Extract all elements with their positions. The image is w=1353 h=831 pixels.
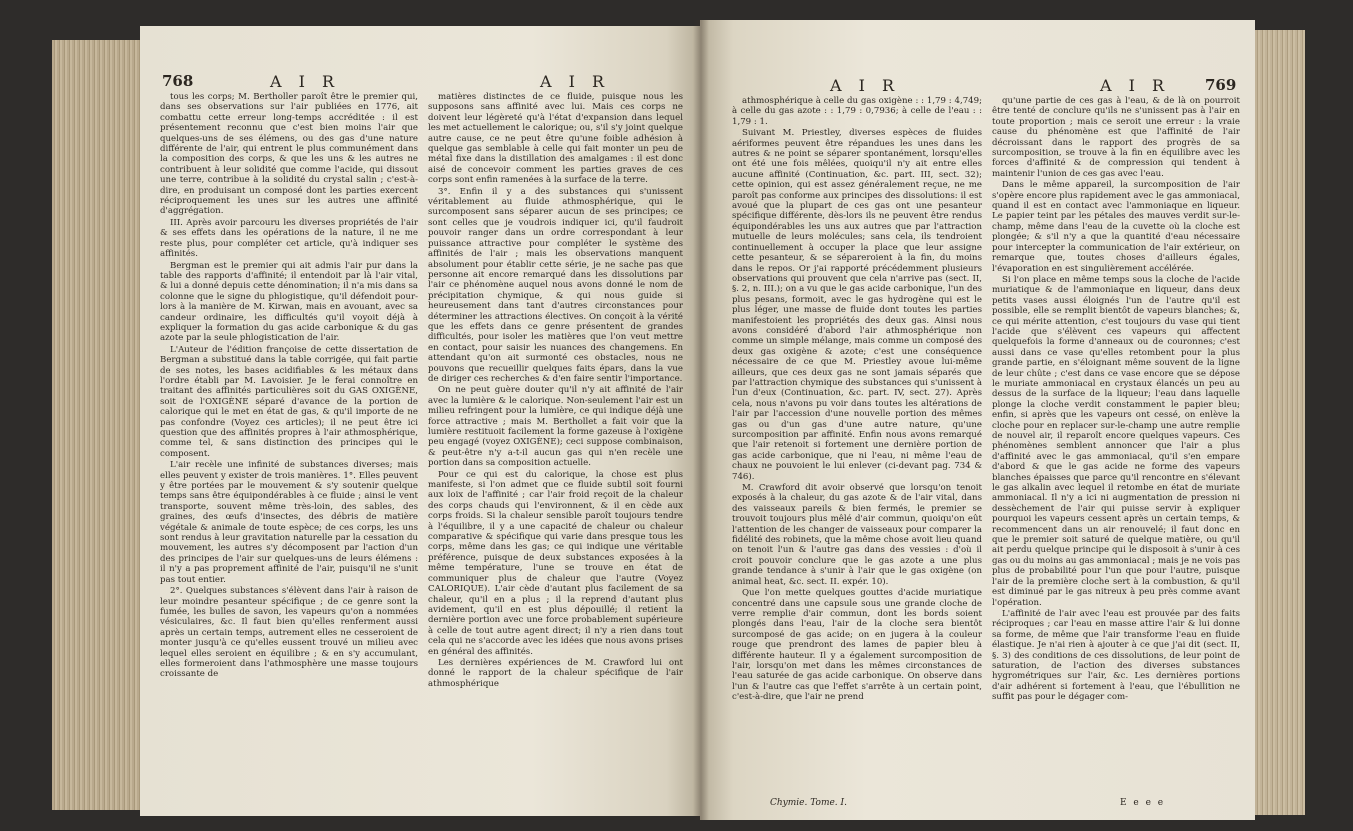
running-head-left: A I R — [270, 72, 341, 91]
paragraph: L'affinité de l'air avec l'eau est prouvée par des faits réciproques ; car l'eau en masse attire l'air & lui donne sa forme, de même que l'air transforme l'eau en fluide élastique. Je n'ai rien à ajouter à ce que j'ai dit (sect. II, §. 3) des conditions de ces dissolutions, de leur point de saturation, de l'action des diverses substances hygrométriques sur l'air, &c. Les dernières portions d'air adhérent si fortement à l'eau, que l'ébullition ne suffit pas pour le dégager com- — [992, 608, 1240, 703]
paragraph: Pour ce qui est du calorique, la chose est plus manifeste, si l'on admet que ce fluide subtil soit fourni aux loix de l'affinité ; car l'air froid reçoit de la chaleur des corps chauds qui l'environnent, & il en cède aux corps froids. Si la chaleur sensible paroît toujours tendre à l'équilibre, il y a une capacité de chaleur ou chaleur comparative & spécifique qui varie dans presque tous les corps, même dans les gas; ce qui indique une véritable préférence, puisque de deux substances exposées à la même température, l'une se trouve en état de communiquer plus de chaleur que l'autre (Voyez CALORIQUE). L'air cède d'autant plus facilement de sa chaleur, qu'il en a plus ; il la reprend d'autant plus avidement, qu'il en est plus dépouillé; il retient la dernière portion avec une force probablement supérieure à celle de tout autre agent direct; il n'y a rien dans tout cela qui ne s'accorde avec les idées que nous avons prises en général des affinités. — [428, 469, 683, 657]
footer-title: Chymie. Tome. I. — [770, 798, 847, 808]
paragraph: athmosphérique à celle du gas oxigène : : 1,79 : 4,749; à celle du gas azote : : 1,79 : 0,7936; à celle de l'eau : : 1,79 : 1. — [732, 96, 982, 127]
paragraph: matières distinctes de ce fluide, puisque nous les supposons sans affinité avec lui. Mais ces corps ne doivent leur légèreté qu'à l'état d'expansion dans lequel les met actuellement le calorique; ou, s'il s'y joint quelque autre cause, ce ne peut être qu'une foible adhésion à quelque gas semblable à celle qui fait monter un peu de métal fixe dans la distillation des amalgames : il est donc aisé de concevoir comment les parties graves de ces corps sont enfin ramenées à la surface de la terre. — [428, 92, 683, 186]
paragraph: Que l'on mette quelques gouttes d'acide muriatique concentré dans une capsule sous une grande cloche de verre remplie d'air commun, dont les bords soient plongés dans l'eau, l'air de la cloche sera bientôt surcomposé de gas acide; on en jugera à la couleur rouge que prendront des lames de papier bleu à différente hauteur. Il y a également surcomposition de l'air, lorsqu'on met dans les mêmes circonstances de l'eau saturée de gas acide carbonique. On observe dans l'un & l'autre cas que l'effet s'arrête à un certain point, c'est-à-dire, que l'air ne prend — [732, 588, 982, 703]
paragraph: Suivant M. Priestley, diverses espèces de fluides aériformes peuvent être répandues les unes dans les autres & ne point se séparer spontanément, lorsqu'elles ont été une fois mêlées, quoiqu'il n'y ait entre elles aucune affinité (Continuation, &c. part. III, sect. 32); cette opinion, qui est assez généralement reçue, ne me paroît pas conforme aux principes des dissolutions: il est avoué que la plupart de ces gas ont une pesanteur spécifique différente, dès-lors ils ne peuvent être rendus équipondérables les uns aux autres que par l'attraction mutuelle de leurs molécules; sans cela, ils tendroient continuellement à occuper la place que leur assigne cette pesanteur, & se sépareroient à la fin, du moins dans le repos. Or j'ai rapporté précédemment plusieurs observations qui prouvent que cela n'arrive pas (sect. II, §. 2, n. III.); on a vu que le gas acide carbonique, l'un des plus pesans, formoit, avec le gas hydrogène qui est le plus léger, une masse de fluide dont toutes les parties manifestoient les propriétés des deux gas. Ainsi nous avons considéré d'abord l'air athmosphérique non comme un simple mélange, mais comme un composé des deux gas oxigène & azote; c'est une conséquence nécessaire de ce que M. Priestley avoue lui-même ailleurs, que ces deux gas ne sont jamais séparés que par l'attraction chymique des substances qui s'unissent à l'un d'eux (Continuation, &c. part. IV, sect. 27). Après cela, nous n'avons pu voir dans toutes les altérations de l'air par l'accession d'une nouvelle portion des mêmes gas ou d'un gas d'une autre nature, qu'une surcomposition par affinité. Enfin nous avons remarqué que l'air retenoit si fortement une dernière portion de gas acide carbonique, que ni l'eau, ni même l'eau de chaux ne pouvoient le lui enlever (ci-devant pag. 734 & 746). — [732, 128, 982, 482]
paragraph: Dans le même appareil, la surcomposition de l'air s'opère encore plus rapidement avec le gas ammoniacal, quand il est en contact avec l'ammoniaque en liqueur. Le papier teint par les pétales des mauves verdit sur-le-champ, même dans l'eau de la cuvette où la cloche est plongée; & s'il n'y a que la quantité d'eau nécessaire pour intercepter la communication de l'air extérieur, on remarque que, toutes choses d'ailleurs égales, l'évaporation en est singulièrement accélérée. — [992, 180, 1240, 274]
right-page — [700, 20, 1255, 820]
paragraph: 2°. Quelques substances s'élèvent dans l'air à raison de leur moindre pesanteur spécifique ; de ce genre sont la fumée, les bulles de savon, les vapeurs qu'on a nommées vésiculaires, &c. Il faut bien qu'elles renferment aussi après un certain temps, autrement elles ne cesseroient de monter jusqu'à ce qu'elles eussent trouvé un milieu avec lequel elles seroient en équilibre ; & en s'y accumulant, elles formeroient dans l'athmosphère une masse toujours croissante de — [160, 586, 418, 680]
paragraph: L'air recèle une infinité de substances diverses; mais elles peuvent y exister de trois manières. 1°. Elles peuvent y être portées par le mouvement & s'y soutenir quelque temps sans être équipondérables à ce fluide ; ainsi le vent transporte, souvent même très-loin, des sables, des graines, des œufs d'insectes, des débris de matière végétale & animale de toute espèce; de ces corps, les uns sont rendus à leur gravitation naturelle par la cessation du mouvement, les autres s'y décomposent par l'action d'un des principes de l'air sur quelques-uns de leurs élémens : il n'y a pas proprement affinité de l'air, puisqu'il ne s'unit pas tout entier. — [160, 460, 418, 585]
right-page-column-2 — [992, 96, 1240, 796]
paragraph: Bergman est le premier qui ait admis l'air pur dans la table des rapports d'affinité; il entendoit par là l'air vital, & lui a donné depuis cette dénomination; il n'a mis dans sa colonne que le signe du phlogistique, qu'il défendoit pour-lors à la manière de M. Kirwan, mais en avouant, avec sa candeur ordinaire, les difficultés qu'il voyoit déjà à expliquer la formation du gas acide carbonique & du gas azote par la seule phlogistication de l'air. — [160, 260, 418, 344]
paragraph: tous les corps; M. Bertholler paroît être le premier qui, dans ses observations sur l'air publiées en 1776, ait combattu cette erreur long-temps accréditée : il est présentement reconnu que c'est bien moins l'air que quelques-uns de ses élémens, ou des gas d'une nature différente de l'air, qui entrent le plus communément dans la composition des corps, & que les uns & les autres ne contribuent à leur solidité que comme l'acide, qui dissout une terre, contribue à la solidité du crystal salin ; c'est-à-dire, en produisant un composé dont les parties exercent réciproquement les unes sur les autres une affinité d'aggrégation. — [160, 92, 418, 217]
paragraph: On ne peut guère douter qu'il n'y ait affinité de l'air avec la lumière & le calorique. Non-seulement l'air est un milieu refringent pour la lumière, ce qui indique déjà une force attractive ; mais M. Berthollet a fait voir que la lumière restituoit facilement la forme gazeuse à l'oxigène peu engagé (voyez OXIGÈNE); ceci suppose combinaison, & peut-être n'y a-t-il aucun gas qui n'en recèle une portion dans sa composition actuelle. — [428, 385, 683, 469]
page-number-right: 769 — [1205, 76, 1237, 94]
running-head-left-2: A I R — [540, 72, 611, 91]
left-page-column-2 — [428, 92, 683, 807]
paragraph: M. Crawford dit avoir observé que lorsqu'on tenoit exposés à la chaleur, du gas azote & de l'air vital, dans des vaisseaux pareils & bien fermés, le premier se trouvoit toujours plus mêlé d'air commun, quoiqu'on eût l'attention de les changer de vaisseaux pour comparer la fidélité des robinets, que la même chose avoit lieu quand on tenoit l'un & l'autre gas dans des vessies : d'où il croit pouvoir conclure que le gas azote a une plus grande tendance à s'unir à l'air que le gas oxigène (on animal heat, &c. sect. II. expér. 10). — [732, 483, 982, 587]
running-head-right-2: A I R — [1100, 76, 1171, 95]
signature-mark: E e e e — [1120, 798, 1166, 808]
paragraph: qu'une partie de ces gas à l'eau, & de là on pourroit être tenté de conclure qu'ils ne s'unissent pas à l'air en toute proportion ; mais ce seroit une erreur : la vraie cause du phénomène est que l'affinité de l'air décroissant dans le rapport des progrès de sa surcomposition, se trouve à la fin en équilibre avec les forces d'affinité & de compression qui tendent à maintenir l'union de ces gas avec l'eau. — [992, 96, 1240, 179]
paragraph: L'Auteur de l'édition françoise de cette dissertation de Bergman a substitué dans la table corrigée, qui fait partie de ses notes, les bases acidifiables & les métaux dans l'ordre établi par M. Lavoisier. Je le ferai connoître en traitant des affinités particulières soit du GAS OXIGÈNE, soit de l'OXIGÈNE séparé d'avance de la portion de calorique qui le met en état de gas, & qu'il importe de ne pas confondre (Voyez ces articles); il ne peut être ici question que des affinités propres à l'air athmosphérique, comme tel, & sans distinction des principes qui le composent. — [160, 344, 418, 459]
page-number-left: 768 — [162, 72, 194, 90]
paragraph: III. Après avoir parcouru les diverses propriétés de l'air & ses effets dans les opérations de la nature, il ne me reste plus, pour compléter cet article, qu'à indiquer ses affinités. — [160, 217, 418, 260]
paragraph: Si l'on place en même temps sous la cloche de l'acide muriatique & de l'ammoniaque en liqueur, dans deux petits vases aussi éloignés l'un de l'autre qu'il est possible, elle se remplit bientôt de vapeurs blanches; &, ce qui mérite attention, c'est toujours du vase qui tient l'acide que s'élèvent ces vapeurs qui affectent quelquefois la forme d'anneaux ou de couronnes; c'est aussi dans ce vase qu'elles retombent pour la plus grande partie, en s'éloignant même souvent de la ligne de leur chûte ; c'est dans ce vase encore que se dépose le muriate ammoniacal en crystaux élancés un peu au dessus de la surface de la liqueur; l'eau dans laquelle plonge la cloche verdit constamment le papier bleu; enfin, si après que les vapeurs ont cessé, on enlève la cloche pour en replacer sur-le-champ une autre remplie de nouvel air, il reparoît encore quelques vapeurs. Ces phénomènes semblent annoncer que l'air a plus d'affinité avec le gas ammoniacal, qu'il s'en empare d'abord & que le gas acide ne forme des vapeurs blanches épaisses que parce qu'il rencontre en s'élevant le gas alkalin avec lequel il retombe en état de muriate ammoniacal. Il n'y a ici ni augmentation de pression ni dessèchement de l'air qui puisse servir à expliquer pourquoi les vapeurs cessent après un certain temps, & recommencent dans un air renouvelé; il faut donc en que le premier soit saturé de quelque matière, ou qu'il ait perdu quelque principe qui le disposoit à s'unir à ces gas ou du moins au gas ammoniacal ; mais je ne vois pas plus de probabilité pour l'un que pour l'autre, puisque l'air de la première cloche sert à la combustion, & qu'il est diminué par le gas nitreux à peu près comme avant l'opération. — [992, 274, 1240, 608]
paragraph: Les dernières expériences de M. Crawford lui ont donné le rapport de la chaleur spécifique de l'air athmosphérique — [428, 657, 683, 689]
running-head-right: A I R — [830, 76, 901, 95]
book-gutter — [693, 20, 709, 820]
right-page-column-1 — [732, 96, 982, 796]
paragraph: 3°. Enfin il y a des substances qui s'unissent véritablement au fluide athmosphérique, qui le surcomposent sans séparer aucun de ses principes; ce sont celles que je voudrois indiquer ici, qu'il faudroit pouvoir ranger dans un ordre correspondant à leur puissance attractive pour compléter le système des affinités de l'air ; mais les observations manquent absolument pour établir cette série, je ne sache pas que personne ait encore remarqué dans les dissolutions par l'air ce phénomène auquel nous avons donné le nom de précipitation chymique, & qui nous guide si heureusement dans tant d'autres circonstances pour déterminer les attractions électives. On conçoit à la vérité que les effets dans ce genre présentent de grandes difficultés, pour isoler les matières que l'on veut mettre en contact, pour saisir les nuances des changemens. En attendant qu'on ait surmonté ces obstacles, nous ne pouvons que recueillir quelques faits épars, dans la vue de diriger ces recherches & d'en faire sentir l'importance. — [428, 186, 683, 384]
left-page-column-1 — [160, 92, 418, 807]
page-edges-left — [52, 40, 147, 810]
left-page — [140, 26, 700, 816]
